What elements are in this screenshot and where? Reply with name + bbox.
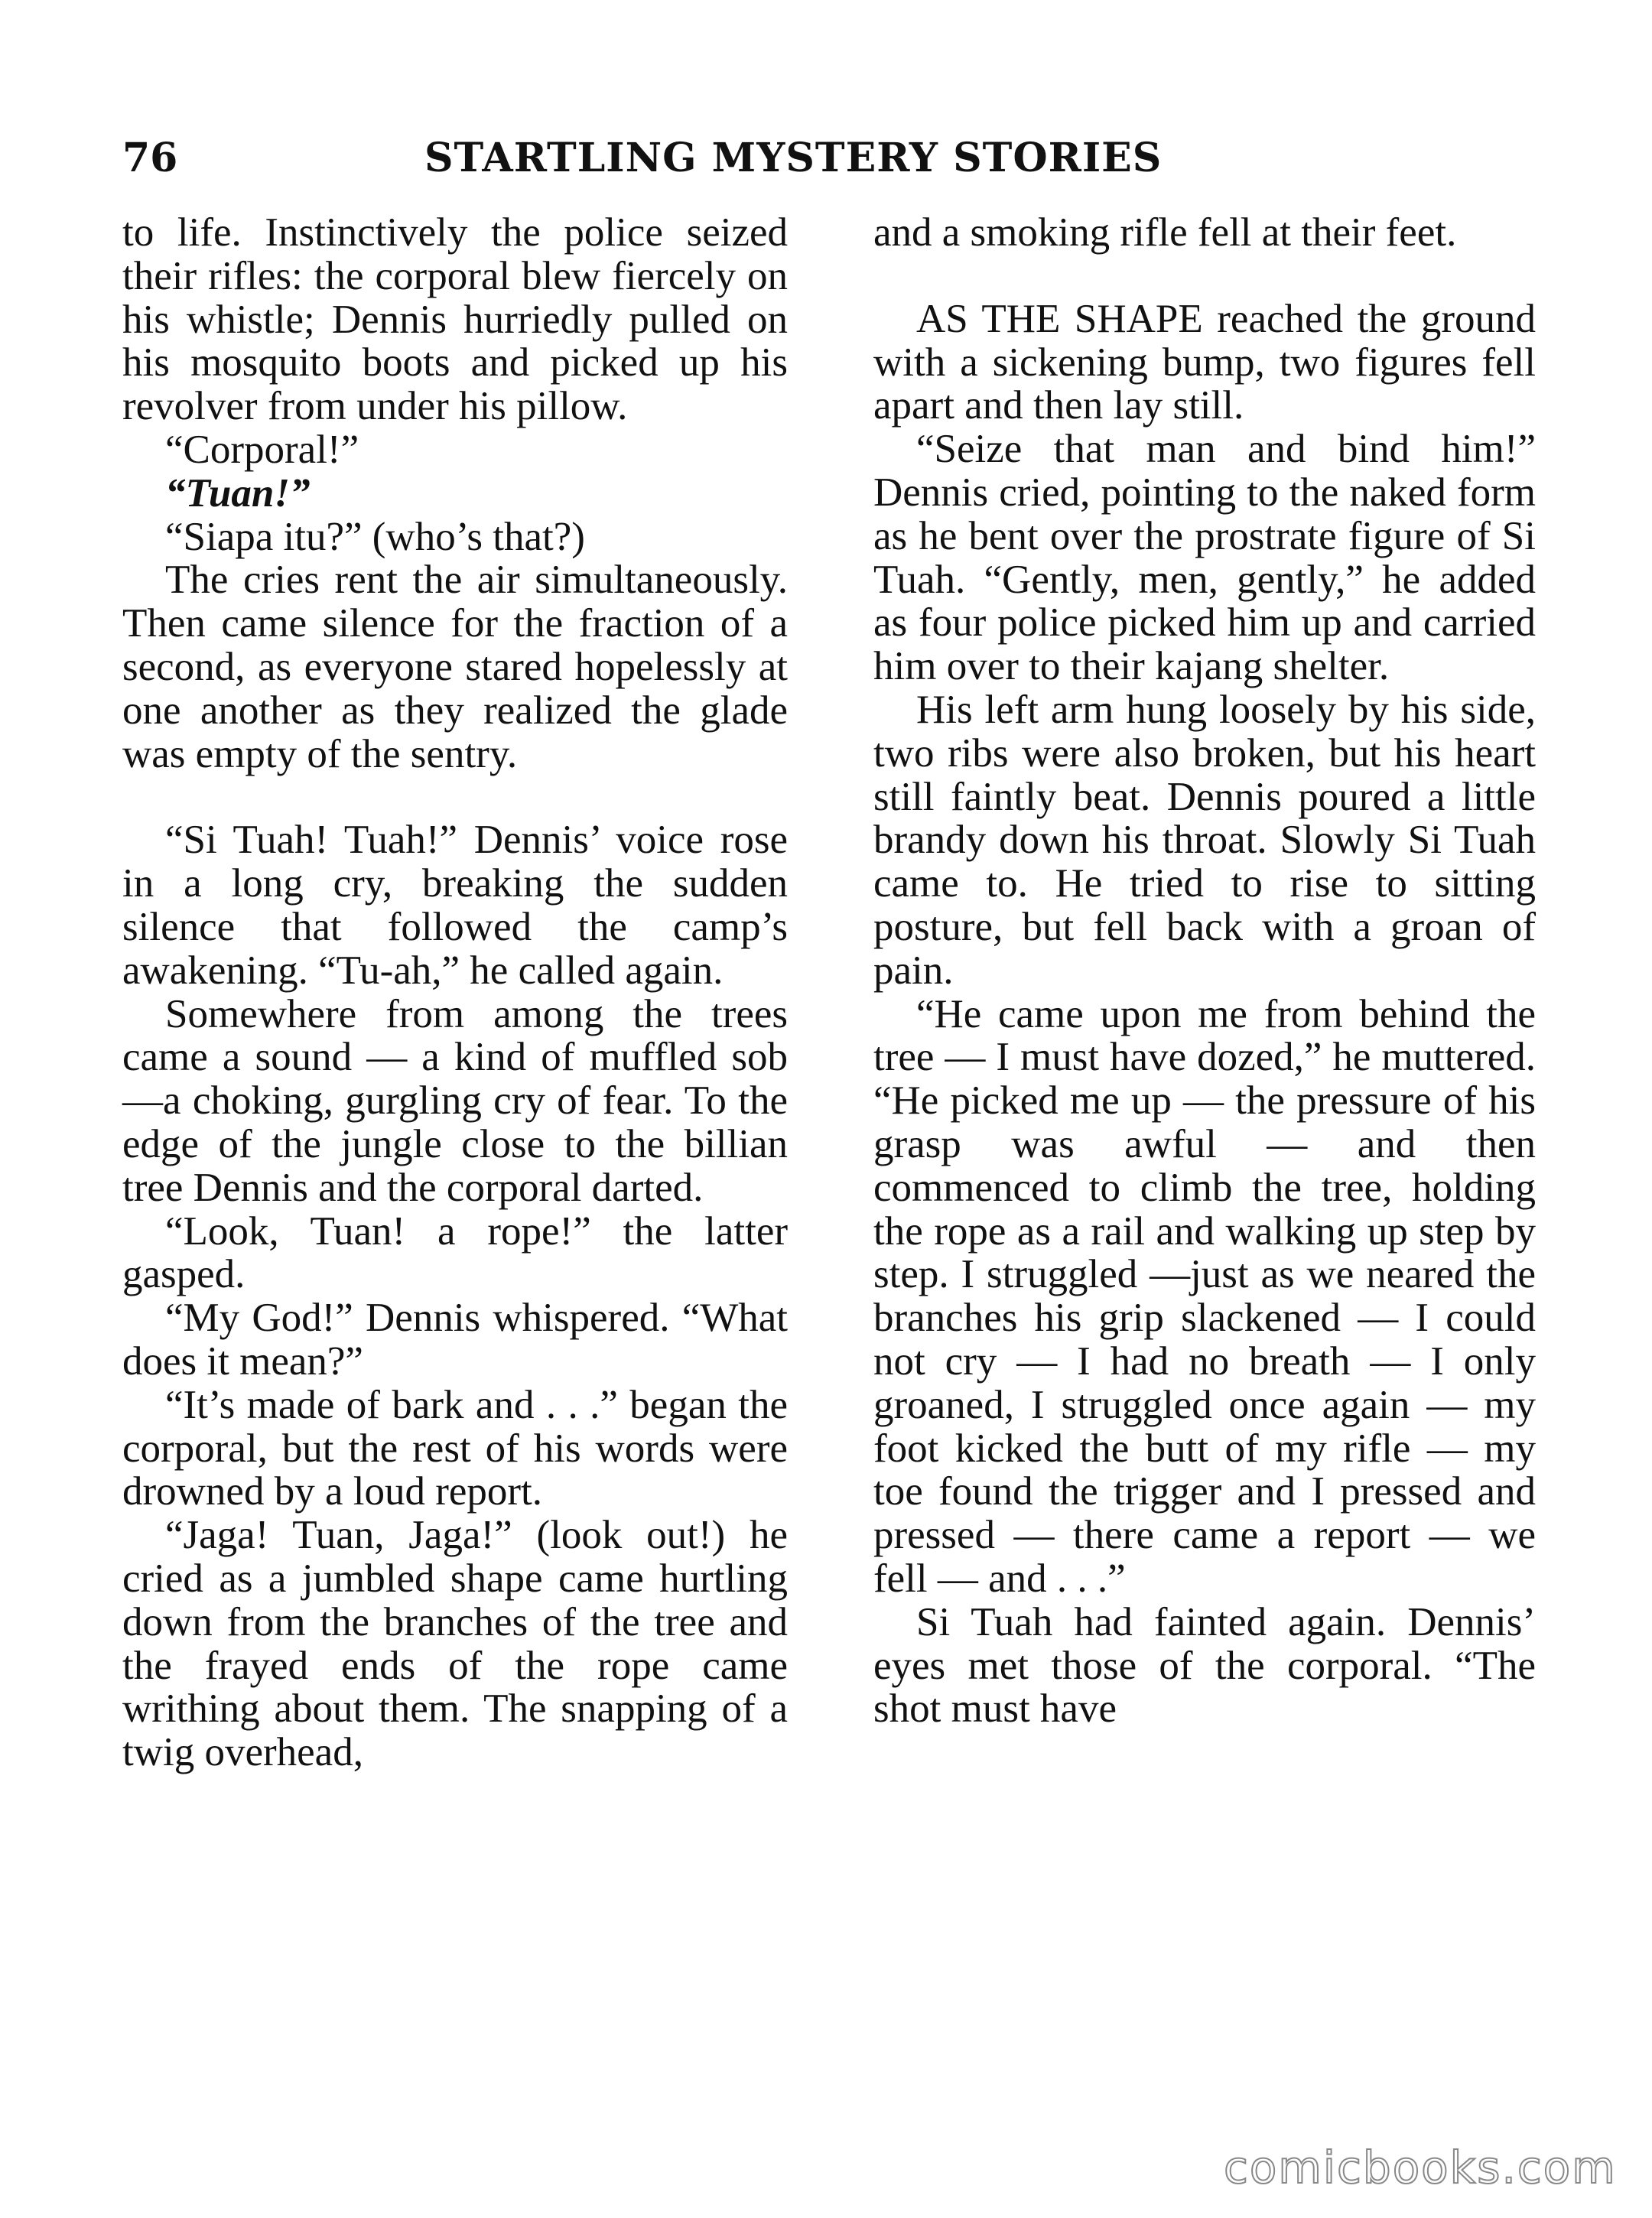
- running-title: STARTLING MYSTERY STORIES: [424, 135, 1163, 181]
- paragraph: “My God!” Dennis whispered. “What does it mean?”: [122, 1296, 788, 1384]
- right-column: [873, 211, 1536, 2093]
- paragraph: “Jaga! Tuan, Jaga!” (look out!) he cried as a jumbled shape came hurtling down from the branches of the tree and the frayed ends of the rope came writhing about them. The snapping of a twig overhead,: [122, 1513, 788, 1775]
- dialogue-line: “Siapa itu?” (who’s that?): [165, 514, 585, 559]
- dialogue-line: “Tuan!”: [165, 470, 311, 515]
- paragraph: “Seize that man and bind him!” Dennis cried, pointing to the naked form as he bent over the prostrate figure of Si Tuah. “Gently, men, gently,” he added as four police picked him up and carried him over to their kajang shelter.: [873, 427, 1536, 689]
- paragraph: “Si Tuah! Tuah!” Dennis’ voice rose in a long cry, breaking the sudden silence that followed the camp’s awakening. “Tu-ah,” he called again.: [122, 818, 788, 993]
- paragraph: Somewhere from among the trees came a sound — a kind of muffled sob—a choking, gurgling cry of fear. To the edge of the jungle close to the billian tree Dennis and the corporal darted.: [122, 991, 788, 1210]
- dialogue-line: “Corporal!”: [165, 427, 359, 472]
- paragraph: to life. Instinctively the police seized their rifles: the corporal blew fiercely on his whistle; Dennis hurriedly pulled on his mosquito boots and picked up his revolver from under his pillow.: [122, 210, 788, 429]
- section-break-paragraph: AS THE SHAPE reached the ground with a sickening bump, two figures fell apart and then lay still.: [873, 296, 1536, 428]
- page-header: [122, 135, 1239, 196]
- paragraph: His left arm hung loosely by his side, two ribs were also broken, but his heart still faintly beat. Dennis poured a little brandy down his throat. Slowly Si Tuah came to. He tried to rise to sitting posture, but fell back with a groan of pain.: [873, 687, 1536, 993]
- paragraph: and a smoking rifle fell at their feet.: [873, 210, 1457, 255]
- left-column: [122, 211, 788, 2093]
- paragraph: “It’s made of bark and . . .” began the corporal, but the rest of his words were drowned by a loud report.: [122, 1382, 788, 1514]
- page-number: 76: [122, 135, 178, 181]
- paragraph: “Look, Tuan! a rope!” the latter gasped.: [122, 1208, 788, 1297]
- paragraph: “He came upon me from behind the tree — I must have dozed,” he muttered. “He picked me up — the pressure of his grasp was awful — and then commenced to climb the tree, holding the rope as a rail and walking up step by step. I struggled —just as we neared the branches his grip slackened — I could not cry — I had no breath — I only groaned, I struggled once again — my foot kicked the butt of my rifle — my toe found the trigger and I pressed and pressed — there came a report — we fell — and . . .”: [873, 991, 1536, 1601]
- watermark: comicbooks.com: [1224, 2142, 1617, 2194]
- paragraph: Si Tuah had fainted again. Dennis’ eyes met those of the corporal. “The shot must have: [873, 1599, 1536, 1732]
- paragraph: The cries rent the air simultaneously. Then came silence for the fraction of a second, as everyone stared hopelessly at one another as they realized the glade was empty of the sentry.: [122, 558, 788, 776]
